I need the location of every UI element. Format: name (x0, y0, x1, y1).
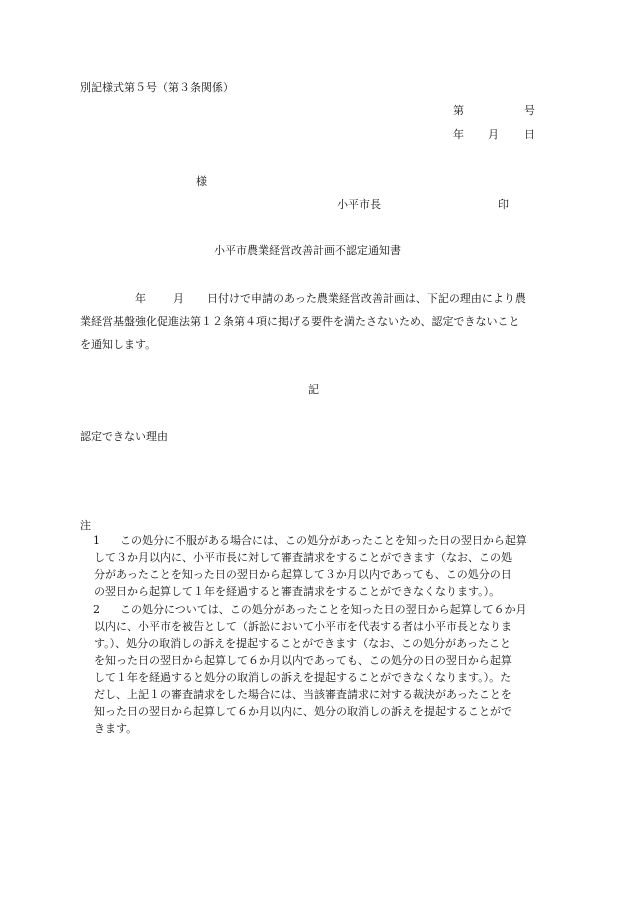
notes-list (80, 533, 550, 742)
note-line: 分があったことを知った日の翌日から起算して３か月以内であっても、この処分の日 (94, 568, 512, 581)
addressee-suffix: 様 (196, 175, 207, 188)
note-line: だし、上記１の審査請求をした場合には、当該審査請求に対する裁決があったことを (94, 688, 512, 701)
note-number: 1 (93, 534, 100, 547)
body-line1-rest: 日付けで申請のあった農業経営改善計画は、下記の理由により農 (207, 292, 526, 305)
body-month: 月 (173, 292, 184, 305)
note-line: この処分については、この処分があったことを知った日の翌日から起算して６か月 (120, 603, 527, 616)
notes-heading: 注 (80, 519, 91, 532)
date-day: 日 (524, 128, 535, 141)
reason-heading: 認定できない理由 (80, 430, 168, 443)
note-line: して１年を経過すると処分の取消しの訴えを提起することができなくなります。）。た (94, 671, 512, 684)
date-year: 年 (453, 128, 464, 141)
doc-number-suffix: 号 (524, 104, 535, 117)
body-paragraph (80, 291, 550, 360)
note-line: この処分に不服がある場合には、この処分があったことを知った日の翌日から起算 (120, 534, 527, 547)
document-title: 小平市農業経営改善計画不認定通知書 (214, 244, 401, 257)
issuer-seal: 印 (498, 198, 509, 211)
note-line: を知った日の翌日から起算して６か月以内であっても、この処分の日の翌日から起算 (94, 654, 512, 667)
note-number: 2 (93, 603, 100, 616)
note-line: きます。 (94, 722, 138, 735)
form-label: 別記様式第５号（第３条関係） (80, 81, 234, 94)
doc-number-prefix: 第 (453, 104, 464, 117)
body-year: 年 (135, 292, 146, 305)
note-item (80, 602, 550, 742)
note-line: 知った日の翌日から起算して６か月以内に、処分の取消しの訴えを提起することがで (94, 705, 512, 718)
body-line2: 業経営基盤強化促進法第１２条第４項に掲げる要件を満たさないため、認定できないこと (80, 315, 520, 328)
body-line3: を通知します。 (80, 338, 157, 351)
note-line: の翌日から起算して１年を経過すると審査請求をすることができなくなります。）。 (94, 585, 501, 598)
note-line: す。）、処分の取消しの訴えを提起することができます（なお、この処分があったこと (94, 637, 512, 650)
note-line: して３か月以内に、小平市長に対して審査請求をすることができます（なお、この処 (94, 551, 512, 564)
note-line: 以内に、小平市を被告として（訴訟において小平市を代表する者は小平市長となりま (94, 620, 512, 633)
issuer-name: 小平市長 (337, 198, 381, 211)
note-item (80, 533, 550, 602)
date-month: 月 (488, 128, 499, 141)
ki-marker: 記 (308, 383, 319, 396)
